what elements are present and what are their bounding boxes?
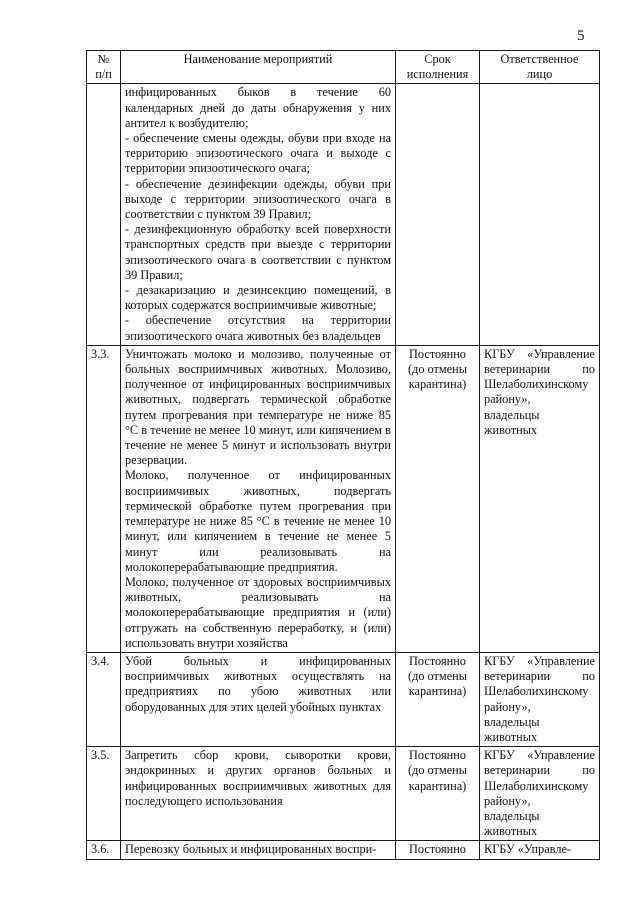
row-num	[87, 84, 121, 345]
row-term	[396, 84, 480, 345]
row-term: Постоянно	[396, 841, 480, 859]
table-row	[87, 747, 600, 841]
row-resp	[480, 841, 600, 859]
page-number: 5	[577, 28, 585, 44]
row-num: 3.4.	[87, 652, 121, 746]
row-measure	[121, 84, 396, 345]
row-resp	[480, 652, 600, 746]
table-row	[87, 84, 600, 345]
row-resp	[480, 345, 600, 652]
resp-owners: владельцы животных	[484, 808, 540, 839]
resp-org: КГБУ «Управле-	[484, 842, 572, 857]
resp-owners: владельцы животных	[484, 714, 540, 744]
header-resp: Ответственное лицо	[480, 51, 600, 84]
header-term: Срок исполнения	[396, 51, 480, 84]
measure-line: Уничтожать молоко и молозиво, полученные от больных восприимчивых животных. Молозиво, полученное от инфицированных восприимчивых животных, подвергать термической обработке путем прогревания при температуре не ниже 85 °С в течение не менее 10 минут, или кипячением в течение не менее 5 минут и использовать внутри резервации.	[125, 346, 391, 468]
row-num: 3.5.	[87, 747, 121, 841]
row-num: 3.3.	[87, 345, 121, 652]
row-term: Постоянно (до отмены карантина)	[396, 652, 480, 746]
measure-line: Молоко, полученное от здоровых восприимчивых животных, реализовывать на молокоперерабатывающие предприятия и (или) отгружать на собственную переработку, и (или) использовать внутри хозяйства	[125, 574, 391, 650]
measure-line: - дезинфекционную обработку всей поверхности транспортных средств при выезде с территории эпизоотического очага в соответствии с пунктом 39 Правил;	[125, 222, 391, 282]
resp-org: КГБУ «Управление ветеринарии по Шелаболихинскому району»,	[484, 748, 595, 808]
table-row	[87, 841, 600, 859]
table-row	[87, 345, 600, 652]
measure-line: Молоко, полученное от инфицированных восприимчивых животных, подвергать термической обработке путем прогревания при температуре не ниже 85 °С в течение не менее 10 минут, или кипячением в течение не менее 5 минут или реализовывать на молокоперерабатывающие предприятия.	[125, 468, 391, 574]
header-name: Наименование мероприятий	[121, 51, 396, 84]
table-header-row	[87, 51, 600, 84]
row-measure	[121, 747, 396, 841]
measures-table	[86, 50, 600, 860]
header-num: № п/п	[87, 51, 121, 84]
resp-org: КГБУ «Управление ветеринарии по Шелаболихинскому району»,	[484, 346, 595, 407]
row-resp	[480, 747, 600, 841]
row-measure	[121, 345, 396, 652]
measure-line: инфицированных быков в течение 60 календарных дней до даты обнаружения у них антител к возбудителю;	[125, 85, 391, 130]
measure-line: - обеспечение отсутствия на территории эпизоотического очага животных без владельцев	[125, 313, 391, 343]
table-row	[87, 652, 600, 746]
row-term: Постоянно (до отмены карантина)	[396, 345, 480, 652]
row-measure	[121, 652, 396, 746]
resp-owners: владельцы животных	[484, 407, 540, 437]
measure-line: - обеспечение смены одежды, обуви при входе на территорию эпизоотического очага и выходе с территории эпизоотического очага;	[125, 131, 391, 176]
row-resp	[480, 84, 600, 345]
measure-line: Убой больных и инфицированных восприимчивых животных осуществлять на предприятиях по убою животных или оборудованных для этих целей убойных пунктах	[125, 653, 391, 714]
measure-line: - обеспечение дезинфекции одежды, обуви при выходе с территории эпизоотического очага в соответствии с пунктом 39 Правил;	[125, 176, 391, 222]
measure-line: Перевозку больных и инфицированных воспри-	[125, 842, 377, 857]
row-num: 3.6.	[87, 841, 121, 859]
row-term: Постоянно (до отмены карантина)	[396, 747, 480, 841]
measure-line: Запретить сбор крови, сыворотки крови, эндокринных и других органов больных и инфицированных восприимчивых животных для последующего использования	[125, 748, 391, 808]
resp-org: КГБУ «Управление ветеринарии по Шелаболихинскому району»,	[484, 653, 595, 714]
measure-line: - дезакаризацию и дезинсекцию помещений, в которых содержатся восприимчивые животные;	[125, 283, 391, 313]
row-measure	[121, 841, 396, 859]
